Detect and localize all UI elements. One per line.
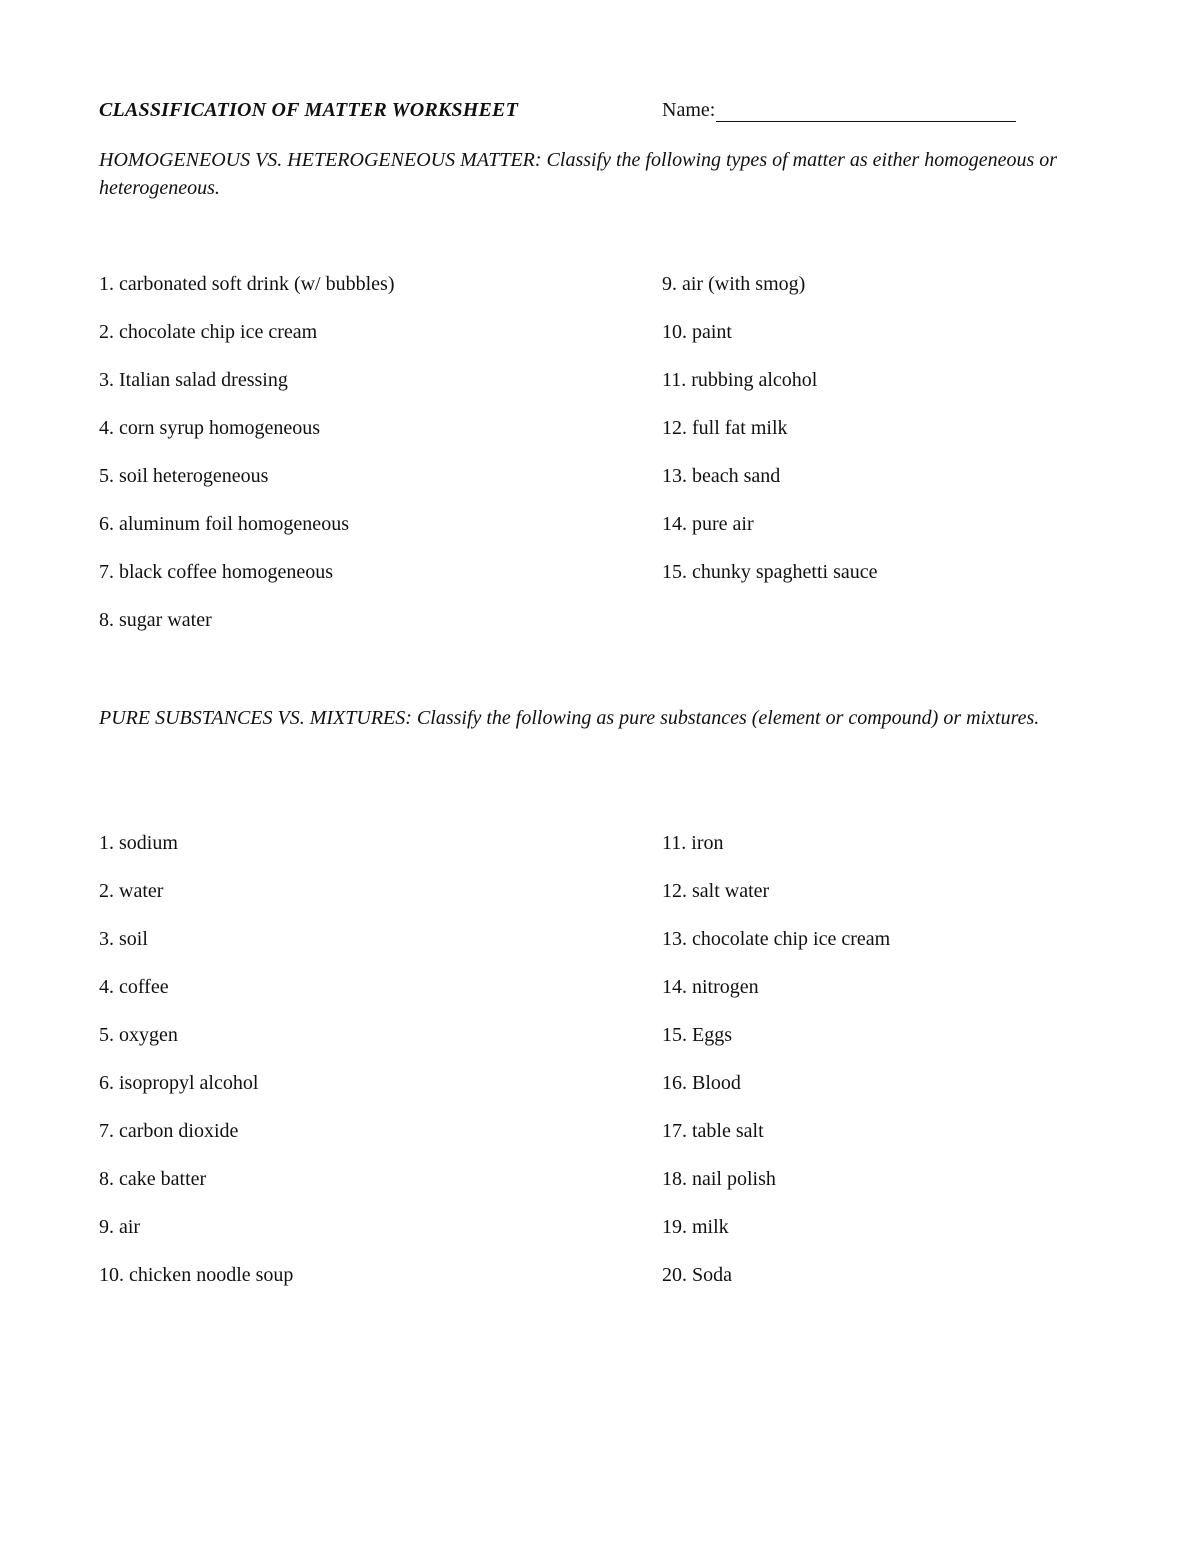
list-item: 4. corn syrup homogeneous: [99, 417, 321, 439]
list-item: 13. chocolate chip ice cream: [662, 928, 891, 950]
list-item: 6. aluminum foil homogeneous: [99, 513, 349, 535]
section2-right-list: [662, 831, 890, 1311]
list-item: 3. Italian salad dressing: [99, 369, 288, 391]
name-label: Name:: [662, 99, 716, 121]
list-item: 14. pure air: [662, 513, 754, 535]
list-item: 6. isopropyl alcohol: [99, 1072, 259, 1094]
list-item: 12. full fat milk: [662, 417, 788, 439]
list-item: 13. beach sand: [662, 465, 781, 487]
list-item: 9. air (with smog): [662, 273, 806, 295]
list-item: 5. soil heterogeneous: [99, 465, 269, 487]
list-item: 11. iron: [662, 832, 724, 854]
list-item: 1. sodium: [99, 832, 178, 854]
list-item: 15. chunky spaghetti sauce: [662, 561, 878, 583]
list-item: 19. milk: [662, 1216, 729, 1238]
list-item: 1. carbonated soft drink (w/ bubbles): [99, 273, 395, 295]
section1-right-list: [662, 272, 878, 608]
list-item: 8. sugar water: [99, 609, 212, 631]
worksheet-title: CLASSIFICATION OF MATTER WORKSHEET: [99, 99, 518, 121]
name-field[interactable]: [662, 99, 1016, 122]
list-item: 17. table salt: [662, 1120, 764, 1142]
list-item: 4. coffee: [99, 976, 169, 998]
list-item: 10. paint: [662, 321, 732, 343]
list-item: 16. Blood: [662, 1072, 741, 1094]
list-item: 20. Soda: [662, 1264, 732, 1286]
section2-left-list: [99, 831, 293, 1311]
list-item: 9. air: [99, 1216, 141, 1238]
list-item: 7. black coffee homogeneous: [99, 561, 333, 583]
list-item: 10. chicken noodle soup: [99, 1264, 294, 1286]
list-item: 5. oxygen: [99, 1024, 178, 1046]
section1-left-list: [99, 272, 394, 656]
list-item: 12. salt water: [662, 880, 770, 902]
section2-instructions: PURE SUBSTANCES VS. MIXTURES: Classify the following as pure substances (element or compound) or mixtures.: [99, 707, 1040, 729]
list-item: 7. carbon dioxide: [99, 1120, 239, 1142]
section1-instructions: HOMOGENEOUS VS. HETEROGENEOUS MATTER: Classify the following types of matter as either homogeneous or heterogeneous.: [99, 149, 1058, 199]
name-blank-line[interactable]: [716, 101, 1016, 122]
list-item: 2. water: [99, 880, 164, 902]
list-item: 2. chocolate chip ice cream: [99, 321, 318, 343]
list-item: 11. rubbing alcohol: [662, 369, 818, 391]
list-item: 3. soil: [99, 928, 148, 950]
list-item: 8. cake batter: [99, 1168, 207, 1190]
list-item: 15. Eggs: [662, 1024, 732, 1046]
list-item: 14. nitrogen: [662, 976, 759, 998]
list-item: 18. nail polish: [662, 1168, 776, 1190]
